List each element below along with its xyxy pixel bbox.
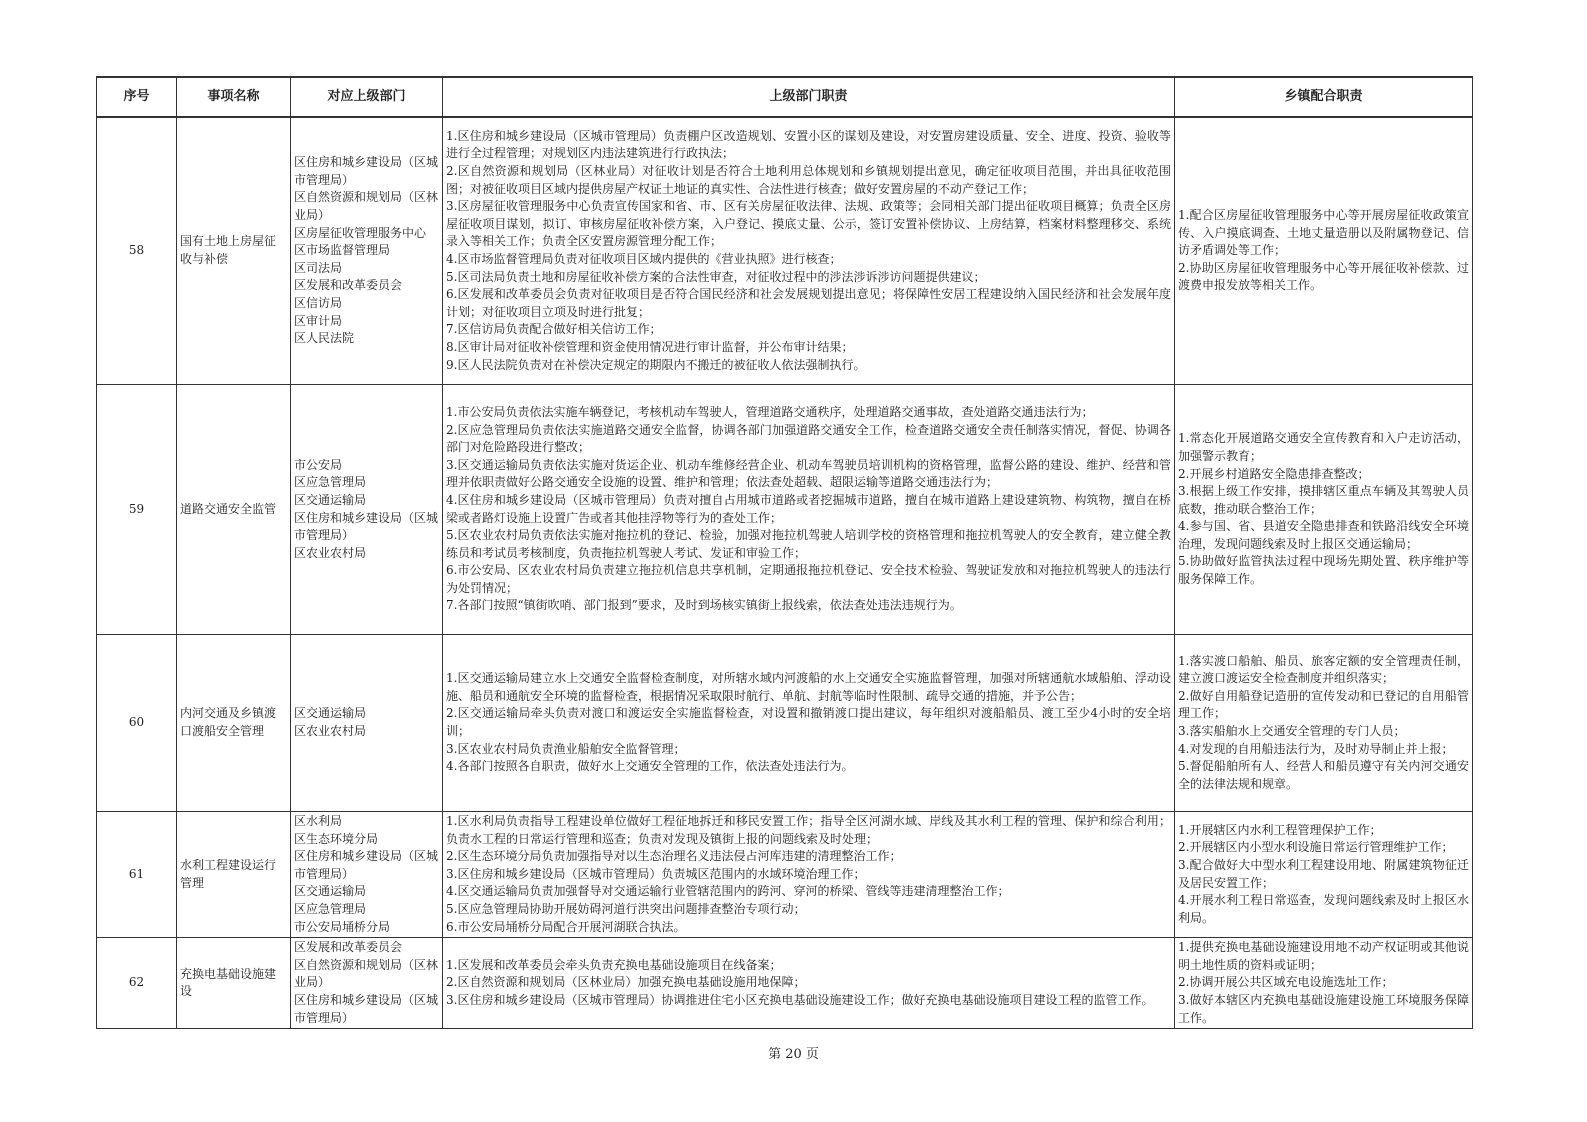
- row-departments: 区发展和改革委员会 区自然资源和规划局（区林业局） 区住房和城乡建设局（区城市管理局）: [291, 938, 443, 1029]
- header-serial: 序号: [97, 77, 177, 117]
- row-town-duties: 1.落实渡口船舶、船员、旅客定额的安全管理责任制，建立渡口渡运安全检查制度并组织落实； 2.做好自用船登记造册的宣传发动和已登记的自用船管理工作； 3.落实船舶水上交通安全管理的专门人员； 4.对发现的自用船违法行为，及时劝导制止并上报； 5.督促船舶所有人、经营人和船员遵守有关内河交通安全的法律法规和规章。: [1175, 635, 1473, 812]
- header-item-name: 事项名称: [177, 77, 291, 117]
- table-row: [97, 938, 1473, 1029]
- row-item-name: 道路交通安全监管: [177, 385, 291, 635]
- row-serial: 58: [97, 117, 177, 385]
- row-departments: 区水利局 区生态环境分局 区住房和城乡建设局（区城市管理局） 区交通运输局 区应急管理局 市公安局埇桥分局: [291, 812, 443, 938]
- row-serial: 60: [97, 635, 177, 812]
- row-item-name: 充换电基础设施建设: [177, 938, 291, 1029]
- row-departments: 区住房和城乡建设局（区城市管理局） 区自然资源和规划局（区林业局） 区房屋征收管理服务中心 区市场监督管理局 区司法局 区发展和改革委员会 区信访局 区审计局 区人民法院: [291, 117, 443, 385]
- row-departments: 区交通运输局 区农业农村局: [291, 635, 443, 812]
- table-row: [97, 635, 1473, 812]
- row-superior-duties: 1.区住房和城乡建设局（区城市管理局）负责棚户区改造规划、安置小区的谋划及建设，对安置房建设质量、安全、进度、投资、验收等进行全过程管理；对规划区内违法建筑进行行政执法； 2.区自然资源和规划局（区林业局）对征收计划是否符合土地利用总体规划和乡镇规划提出意见，确定征收项目范围，并出具征收范围图；对被征收项目区域内提供房屋产权证土地证的真实性、合法性进行核查；做好安置房屋的不动产登记工作； 3.区房屋征收管理服务中心负责宣传国家和省、市、区有关房屋征收法律、法规、政策等；会同相关部门提出征收项目概算；负责全区房屋征收项目谋划，拟订、审核房屋征收补偿方案，入户登记、摸底丈量、公示，签订安置补偿协议、上房结算，档案材料整理移交、系统录入等相关工作；负责全区安置房源管理分配工作； 4.区市场监督管理局负责对征收项目区域内提供的《营业执照》进行核查； 5.区司法局负责土地和房屋征收补偿方案的合法性审查，对征收过程中的涉法涉诉涉访问题提供建议； 6.区发展和改革委员会负责对征收项目是否符合国民经济和社会发展规划提出意见；将保障性安居工程建设纳入国民经济和社会发展年度计划；对征收项目立项及时进行批复； 7.区信访局负责配合做好相关信访工作； 8.区审计局对征收补偿管理和资金使用情况进行审计监督，并公布审计结果； 9.区人民法院负责对在补偿决定规定的期限内不搬迁的被征收人依法强制执行。: [443, 117, 1175, 385]
- table-row: [97, 117, 1473, 385]
- header-superior-duties: 上级部门职责: [443, 77, 1175, 117]
- header-town-duties: 乡镇配合职责: [1175, 77, 1473, 117]
- row-superior-duties: 1.区水利局负责指导工程建设单位做好工程征地拆迁和移民安置工作；指导全区河湖水域、岸线及其水利工程的管理、保护和综合利用；负责水工程的日常运行管理和巡查；负责对发现及镇街上报的问题线索及时处理； 2.区生态环境分局负责加强指导对以生态治理名义违法侵占河库违建的清理整治工作； 3.区住房和城乡建设局（区城市管理局）负责城区范围内的水域环境治理工作； 4.区交通运输局负责加强督导对交通运输行业管辖范围内的跨河、穿河的桥梁、管线等违建清理整治工作； 5.区应急管理局协助开展妨碍河道行洪突出问题排查整治专项行动； 6.市公安局埇桥分局配合开展河湖联合执法。: [443, 812, 1175, 938]
- table-row: [97, 812, 1473, 938]
- row-departments: 市公安局 区应急管理局 区交通运输局 区住房和城乡建设局（区城市管理局） 区农业农村局: [291, 385, 443, 635]
- row-town-duties: 1.常态化开展道路交通安全宣传教育和入户走访活动，加强警示教育； 2.开展乡村道路安全隐患排查整改； 3.根据上级工作安排，摸排辖区重点车辆及其驾驶人员底数，推动联合整治工作； 4.参与国、省、县道安全隐患排查和铁路沿线安全环境治理，发现问题线索及时上报区交通运输局； 5.协助做好监管执法过程中现场先期处置、秩序维护等服务保障工作。: [1175, 385, 1473, 635]
- row-serial: 61: [97, 812, 177, 938]
- page-number: 第 20 页: [768, 1047, 819, 1062]
- row-superior-duties: 1.市公安局负责依法实施车辆登记，考核机动车驾驶人，管理道路交通秩序，处理道路交通事故，查处道路交通违法行为； 2.区应急管理局负责依法实施道路交通安全监督，协调各部门加强道路交通安全工作，检查道路交通安全责任制落实情况，督促、协调各部门对危险路段进行整改； 3.区交通运输局负责依法实施对货运企业、机动车维修经营企业、机动车驾驶员培训机构的资格管理，监督公路的建设、维护、经营和管理并依职责做好公路交通安全设施的设置、维护和管理；依法查处超载、超限运输等道路交通违法行为； 4.区住房和城乡建设局（区城市管理局）负责对擅自占用城市道路或者挖掘城市道路，擅自在城市道路上建设建筑物、构筑物，擅自在桥梁或者路灯设施上设置广告或者其他挂浮物等行为的查处工作； 5.区农业农村局负责依法实施对拖拉机的登记、检验，加强对拖拉机驾驶人培训学校的资格管理和拖拉机驾驶人的安全教育，建立健全教练员和考试员考核制度，负责拖拉机驾驶人考试、发证和审验工作； 6.市公安局、区农业农村局负责建立拖拉机信息共享机制，定期通报拖拉机登记、安全技术检验、驾驶证发放和对拖拉机驾驶人的违法行为处罚情况； 7.各部门按照“镇街吹哨、部门报到”要求，及时到场核实镇街上报线索，依法查处违法违规行为。: [443, 385, 1175, 635]
- table-row: [97, 385, 1473, 635]
- row-serial: 59: [97, 385, 177, 635]
- row-superior-duties: 1.区发展和改革委员会牵头负责充换电基础设施项目在线备案； 2.区自然资源和规划局（区林业局）加强充换电基础设施用地保障； 3.区住房和城乡建设局（区城市管理局）协调推进住宅小区充换电基础设施建设工作；做好充换电基础设施项目建设工程的监管工作。: [443, 938, 1175, 1029]
- header-department: 对应上级部门: [291, 77, 443, 117]
- row-superior-duties: 1.区交通运输局建立水上交通安全监督检查制度，对所辖水域内河渡船的水上交通安全实施监督管理，加强对所辖通航水域船舶、浮动设施、船员和通航安全环境的监督检查，根据情况采取限时航行、单航、封航等临时性限制、疏导交通的措施，并予公告； 2.区交通运输局牵头负责对渡口和渡运安全实施监督检查，对设置和撤销渡口提出建议，每年组织对渡船船员、渡工至少4小时的安全培训； 3.区农业农村局负责渔业船舶安全监督管理； 4.各部门按照各自职责，做好水上交通安全管理的工作，依法查处违法行为。: [443, 635, 1175, 812]
- row-serial: 62: [97, 938, 177, 1029]
- row-town-duties: 1.提供充换电基础设施建设用地不动产权证明或其他说明土地性质的资料或证明； 2.协调开展公共区域充电设施选址工作； 3.做好本辖区内充换电基础设施建设施工环境服务保障工作。: [1175, 938, 1473, 1029]
- row-item-name: 国有土地上房屋征收与补偿: [177, 117, 291, 385]
- duty-table: [96, 76, 1473, 1029]
- row-town-duties: 1.配合区房屋征收管理服务中心等开展房屋征收政策宣传、入户摸底调查、土地丈量造册以及附属物登记、信访矛盾调处等工作； 2.协助区房屋征收管理服务中心等开展征收补偿款、过渡费申报发放等相关工作。: [1175, 117, 1473, 385]
- row-town-duties: 1.开展辖区内水利工程管理保护工作； 2.开展辖区内小型水利设施日常运行管理维护工作； 3.配合做好大中型水利工程建设用地、附属建筑物征迁及居民安置工作； 4.开展水利工程日常巡查，发现问题线索及时上报区水利局。: [1175, 812, 1473, 938]
- row-item-name: 内河交通及乡镇渡口渡船安全管理: [177, 635, 291, 812]
- header-row: [97, 77, 1473, 117]
- row-item-name: 水利工程建设运行管理: [177, 812, 291, 938]
